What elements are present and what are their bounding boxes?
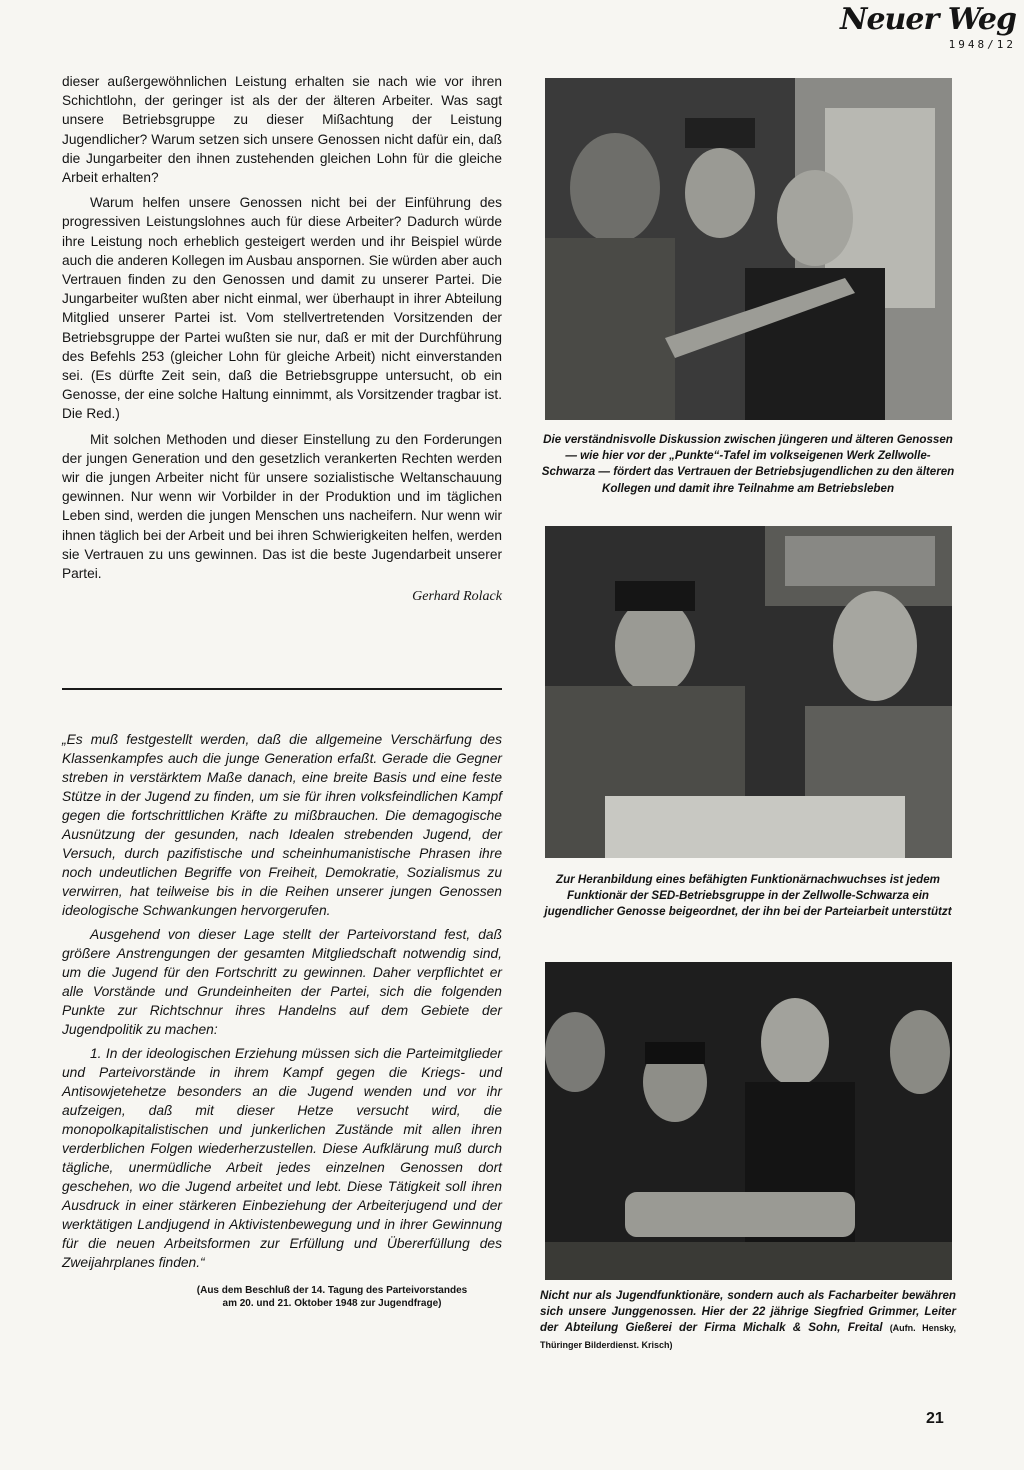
photo-foundry bbox=[545, 962, 952, 1280]
page-number: 21 bbox=[926, 1410, 944, 1427]
photo-discussion-image bbox=[545, 78, 952, 420]
masthead bbox=[840, 4, 1016, 51]
article-author: Gerhard Rolack bbox=[412, 589, 502, 605]
article-paragraph: Mit solchen Methoden und dieser Einstellung zu den Forderungen der jungen Generation und den gesetzlich verankerten Rechten werden wir die jungen Arbeiter nicht für unsere sozialistische Weltanschauung gewinnen. Nur wenn wir Vorbilder in der Produktion und im täglichen Leben sind, werden die jungen Menschen uns nacheifern. Nur wenn wir ihnen täglich bei der Arbeit und bei ihren Schwierigkeiten helfen, werden sie Vertrauen zu uns gewinnen. Das ist die beste Jugendarbeit unserer Partei. bbox=[62, 431, 502, 582]
photo-functionaries bbox=[545, 526, 952, 858]
article-body bbox=[62, 72, 502, 605]
resolution-quote bbox=[62, 730, 502, 1310]
quote-paragraph: Ausgehend von dieser Lage stellt der Parteivorstand fest, daß größere Anstrengungen der gesamten Mitgliedschaft notwendig sind, um die Jugend für den Fortschritt zu gewinnen. Daher verpflichtet er alle Vorstände und Grundeinheiten der Partei, sich die folgenden Punkte zur Richtschnur ihres Handelns auf dem Gebiete der Jugendpolitik zu machen: bbox=[62, 927, 502, 1037]
article-paragraph: Warum helfen unsere Genossen nicht bei der Einführung des progressiven Leistungslohnes auch für diese Arbeiter? Dadurch würde ihre Leistung noch erheblich gesteigert werden und ihr Beispiel würde auch die anderen Kollegen im Ausbau anspornen. Sie würden aber auch Vertrauen finden zu den Genossen und damit zu unserer Partei. Die Jungarbeiter wußten aber nicht einmal, wer überhaupt in ihrer Abteilung Mitglied unserer Partei ist. Vom stellvertretenden Vorsitzenden der Betriebsgruppe der Partei wußten sie nur, daß er mit der Durchführung des Befehls 253 (gleicher Lohn für gleiche Arbeit) nicht einverstanden sei. (Es dürfte Zeit sein, daß die Betriebsgruppe untersucht, ob ein Genosse, der eine solche Haltung einnimmt, als Vorsitzender tragbar ist. Die Red.) bbox=[62, 195, 502, 422]
quote-paragraph: „Es muß festgestellt werden, daß die allgemeine Verschärfung des Klassenkampfes auch die junge Generation erfaßt. Gerade die Gegner streben in verstärktem Maße danach, eine breite Basis und eine feste Stütze in der Jugend zu finden, um sie für ihren volksfeindlichen Kampf gegen die fortschrittlichen Kräfte zu mißbrauchen. Die demagogische Ausnützung der gesunden, nach Idealen strebenden Jugend, der Versuch, durch pazifistische und scheinhumanistische Phrasen ihre noch undeutlichen Begriffe von Freiheit, Demokratie, Sozialismus zu verwirren, hat teilweise bis in die Reihen unserer jungen Genossen ideologische Schwankungen hervorgerufen. bbox=[62, 732, 502, 918]
photo-foundry-caption bbox=[540, 1288, 956, 1353]
photo-discussion bbox=[545, 78, 952, 420]
photo-functionaries-caption: Zur Heranbildung eines befähigten Funktionärnachwuchses ist jedem Funktionär der SED-Betriebsgruppe in der Zellwolle-Schwarza ein jugendlicher Genosse beigeordnet, der ihn bei der Parteiarbeit unterstützt bbox=[544, 873, 952, 919]
photo-foundry-image bbox=[545, 962, 952, 1280]
quote-source bbox=[62, 1284, 502, 1310]
photo-functionaries-image bbox=[545, 526, 952, 858]
issue-number: 1948/12 bbox=[948, 38, 1016, 51]
photo-discussion-caption: Die verständnisvolle Diskussion zwischen jüngeren und älteren Genossen — wie hier vor der „Punkte“-Tafel im volkseigenen Werk Zellwolle-Schwarza — fördert das Vertrauen der Betriebsjugendlichen zu den älteren Kollegen und damit ihre Teilnahme am Betriebsleben bbox=[541, 433, 955, 495]
photo-foundry-caption-text: Nicht nur als Jugendfunktionäre, sondern auch als Facharbeiter bewähren sich unsere Junggenossen. Hier der 22 jährige Siegfried Grimmer, Leiter der Abteilung Gießerei der Firma Michalk & Sohn, Freital bbox=[540, 1289, 956, 1335]
quote-source-line: (Aus dem Beschluß der 14. Tagung des Parteivorstandes bbox=[196, 1285, 468, 1296]
photo-credit: (Aufn. Hensky, Thüringer Bilderdienst. Krisch) bbox=[540, 1323, 956, 1350]
quote-source-line: am 20. und 21. Oktober 1948 zur Jugendfrage) bbox=[222, 1298, 442, 1309]
article-paragraph: dieser außergewöhnlichen Leistung erhalten sie nach wie vor ihren Schichtlohn, der geringer ist als der der älteren Arbeiter. Was sagt unsere Betriebsgruppe zu dieser Mißachtung der Leistung Jugendlicher? Warum setzen sich unsere Genossen nicht dafür ein, daß die Jungarbeiter den ihnen zustehenden gleichen Lohn für die gleiche Arbeit erhalten? bbox=[62, 74, 502, 186]
quote-paragraph: 1. In der ideologischen Erziehung müssen sich die Parteimitglieder und Parteivorstände in ihrem Kampf gegen die Kriegs- und Antisowjetehetze besonders an die Jugend wenden und vor ihr aufzeigen, daß mit dieser Hetze versucht wird, die monopolkapitalistischen und junkerlichen Zustände mit allen ihren verderblichen Folgen wiederherzustellen. Diese Aufklärung muß durch tägliche, unermüdliche Arbeit jedes einzelnen Genossen dort geschehen, wo die Jugend arbeitet und lebt. Diese Tätigkeit soll ihren Ausdruck in einer stärkeren Einbeziehung der Arbeiterjugend und der werktätigen Landjugend in Aktivistenbewegung und in ihrer Gewinnung für die neuen Arbeitsformen zur Erfüllung und Übererfüllung des Zweijahrplanes finden.“ bbox=[62, 1046, 502, 1270]
magazine-logo: Neuer Weg bbox=[840, 2, 1016, 37]
section-divider bbox=[62, 688, 502, 690]
